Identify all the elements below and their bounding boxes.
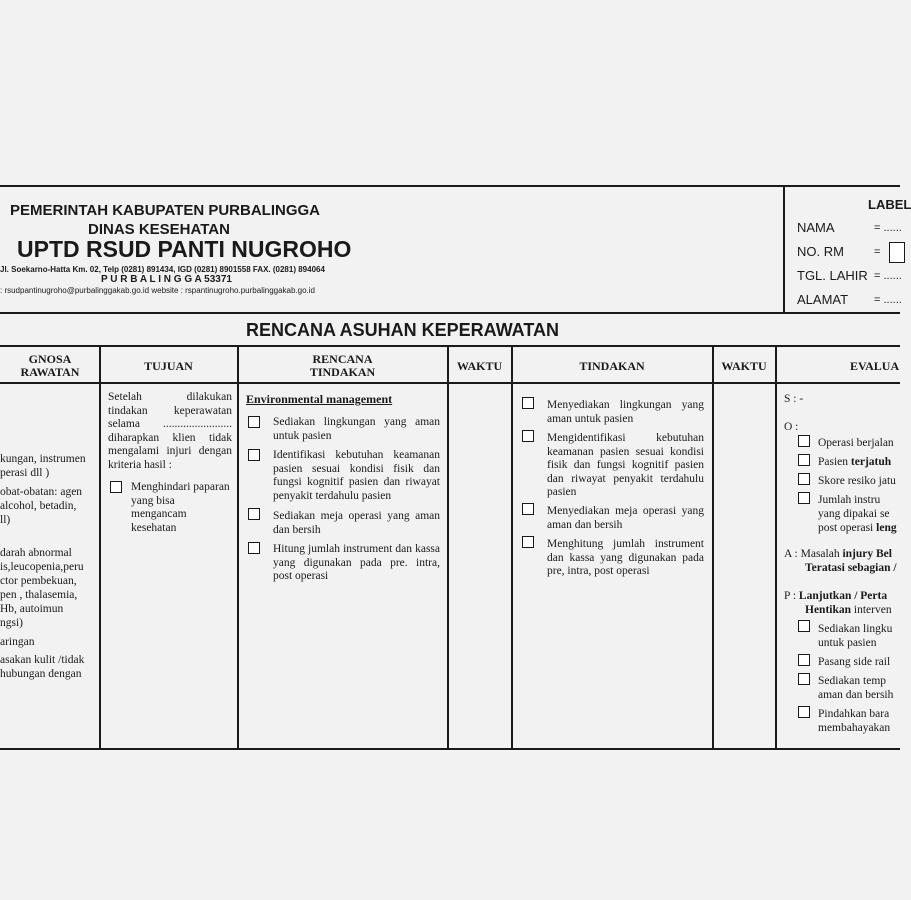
hospital-contact: : rsudpantinugroho@purbalinggakab.go.id website : rspantinugroho.purbalinggakab.go.id bbox=[0, 286, 316, 295]
eval-p-item-1: Sediakan lingku bbox=[818, 623, 893, 635]
diagnosa-line: aringan bbox=[0, 636, 35, 648]
alamat-value[interactable]: = ...... bbox=[874, 294, 902, 306]
eval-o-checkbox-1[interactable] bbox=[798, 435, 810, 447]
label-no-rm: NO. RM bbox=[797, 244, 844, 259]
col-header-evaluasi: EVALUA bbox=[850, 359, 900, 373]
label-tgl-lahir: TGL. LAHIR bbox=[797, 268, 868, 283]
eval-s: S : - bbox=[784, 393, 804, 405]
diagnosa-line: is,leucopenia,peru bbox=[0, 561, 84, 573]
rencana-item-4: Hitung jumlah instrument dan kassa yang digunakan pada pre. intra, post operasi bbox=[273, 543, 440, 582]
eval-p-checkbox-3[interactable] bbox=[798, 673, 810, 685]
rencana-checkbox-2[interactable] bbox=[248, 449, 260, 461]
eval-p-item-4b: membahayakan bbox=[818, 722, 891, 734]
eval-o-item-2-bold: terjatuh bbox=[850, 456, 892, 468]
eval-p-item-1b: untuk pasien bbox=[818, 637, 877, 649]
diagnosa-line: asakan kulit /tidak bbox=[0, 654, 85, 666]
rencana-checkbox-1[interactable] bbox=[248, 416, 260, 428]
tindakan-item-1: Menyediakan lingkungan yang aman untuk pasien bbox=[547, 399, 704, 425]
eval-p-item-3: Sediakan temp bbox=[818, 675, 887, 687]
eval-p-checkbox-1[interactable] bbox=[798, 620, 810, 632]
col-header-rencana bbox=[238, 353, 447, 379]
tindakan-item-3: Menyediakan meja operasi yang aman dan bersih bbox=[547, 505, 704, 531]
eval-o-item-4: Jumlah instru bbox=[818, 494, 881, 506]
eval-o-checkbox-2[interactable] bbox=[798, 454, 810, 466]
tindakan-checkbox-1[interactable] bbox=[522, 397, 534, 409]
col-header-tujuan: TUJUAN bbox=[144, 359, 193, 373]
eval-p-checkbox-4[interactable] bbox=[798, 706, 810, 718]
col-header-diagnosa-line1: GNOSA bbox=[28, 352, 72, 366]
eval-p-hentikan: Hentikan bbox=[805, 604, 852, 616]
eval-p-rest: interven bbox=[851, 604, 892, 616]
eval-o-item-2 bbox=[818, 456, 891, 470]
diagnosa-line: ctor pembekuan, bbox=[0, 575, 77, 587]
no-rm-sep: = bbox=[874, 246, 881, 258]
label-title: LABEL bbox=[868, 197, 911, 212]
diagnosa-line: ngsi) bbox=[0, 617, 23, 629]
eval-o-item-2-text: Pasien bbox=[818, 456, 849, 468]
col-line-4 bbox=[511, 345, 513, 749]
eval-o-item-3: Skore resiko jatu bbox=[818, 475, 896, 487]
col-header-waktu-2: WAKTU bbox=[721, 359, 767, 373]
eval-o-item-5: yang dipakai se bbox=[818, 508, 890, 520]
eval-p-bold: Lanjutkan / Perta bbox=[798, 590, 888, 602]
eval-p-checkbox-2[interactable] bbox=[798, 654, 810, 666]
diagnosa-line: kungan, instrumen bbox=[0, 453, 86, 465]
tindakan-checkbox-4[interactable] bbox=[522, 536, 534, 548]
table-bottom-border bbox=[0, 748, 900, 750]
column-header-divider bbox=[0, 382, 900, 384]
col-header-rencana-line2: TINDAKAN bbox=[309, 365, 376, 379]
tgl-lahir-value[interactable]: = ...... bbox=[874, 270, 902, 282]
label-nama: NAMA bbox=[797, 220, 835, 235]
rencana-checkbox-4[interactable] bbox=[248, 542, 260, 554]
label-box-divider bbox=[783, 185, 785, 313]
eval-p-item-4: Pindahkan bara bbox=[818, 708, 890, 720]
col-line-1 bbox=[99, 345, 101, 749]
eval-a bbox=[784, 548, 892, 562]
eval-o-item-1: Operasi berjalan bbox=[818, 437, 894, 449]
eval-o-checkbox-3[interactable] bbox=[798, 473, 810, 485]
col-header-tindakan: TINDAKAN bbox=[579, 359, 645, 373]
hospital-address: Jl. Soekarno-Hatta Km. 02, Telp (0281) 891434, IGD (0281) 8901558 FAX. (0281) 894064 bbox=[0, 265, 325, 274]
eval-o-item-6 bbox=[818, 522, 897, 536]
eval-p-item-3b: aman dan bersih bbox=[818, 689, 894, 701]
diagnosa-line: perasi dll ) bbox=[0, 467, 50, 479]
col-header-rencana-line1: RENCANA bbox=[312, 352, 373, 366]
eval-p-prefix: P : bbox=[784, 590, 799, 602]
eval-p-item-2: Pasang side rail bbox=[818, 656, 891, 668]
col-line-5 bbox=[712, 345, 714, 749]
rencana-heading: Environmental management bbox=[246, 392, 393, 406]
hospital-name: UPTD RSUD PANTI NUGROHO bbox=[17, 236, 352, 262]
tindakan-item-4: Menghitung jumlah instrument dan kassa yang digunakan pada pre, intra, post operasi bbox=[547, 538, 704, 577]
diagnosa-line: Hb, autoimun bbox=[0, 603, 64, 615]
eval-a-status: Teratasi sebagian / bbox=[805, 562, 897, 574]
diagnosa-line: darah abnormal bbox=[0, 547, 72, 559]
rencana-item-3: Sediakan meja operasi yang aman dan bersih bbox=[273, 510, 440, 536]
tindakan-checkbox-3[interactable] bbox=[522, 503, 534, 515]
diagnosa-cell bbox=[0, 382, 99, 748]
col-line-3 bbox=[447, 345, 449, 749]
form-title: RENCANA ASUHAN KEPERAWATAN bbox=[246, 320, 560, 340]
eval-a-prefix: A : Masalah bbox=[784, 548, 843, 560]
eval-o-checkbox-4[interactable] bbox=[798, 492, 810, 504]
tujuan-intro: Setelah dilakukan tindakan keperawatan selama ........................ diharapkan klien tidak mengalami injuri dengan kriteria hasil : bbox=[108, 391, 232, 471]
table-top-border bbox=[0, 345, 900, 347]
col-header-waktu-1: WAKTU bbox=[456, 359, 503, 373]
rencana-item-1: Sediakan lingkungan yang aman untuk pasien bbox=[273, 416, 440, 442]
eval-p bbox=[784, 590, 887, 604]
tujuan-criteria-text: Menghindari paparan yang bisa mengancam kesehatan bbox=[131, 481, 230, 534]
nama-value[interactable]: = ...... bbox=[874, 222, 902, 234]
label-alamat: ALAMAT bbox=[797, 292, 849, 307]
eval-o: O : bbox=[784, 421, 799, 433]
gov-name: PEMERINTAH KABUPATEN PURBALINGGA bbox=[10, 202, 320, 219]
eval-p-line2 bbox=[805, 604, 892, 618]
eval-o-item-6-text: post operasi bbox=[818, 522, 877, 534]
diagnosa-line: hubungan dengan bbox=[0, 668, 82, 680]
col-header-diagnosa-line2: RAWATAN bbox=[20, 365, 80, 379]
diagnosa-line: pen , thalasemia, bbox=[0, 589, 78, 601]
no-rm-box[interactable] bbox=[889, 242, 905, 263]
header-divider bbox=[0, 312, 900, 314]
col-line-2 bbox=[237, 345, 239, 749]
rencana-checkbox-3[interactable] bbox=[248, 508, 260, 520]
nursing-care-plan-form bbox=[0, 185, 911, 750]
col-header-diagnosa bbox=[5, 353, 95, 379]
eval-o-item-6-bold: leng bbox=[876, 522, 897, 534]
tujuan-criteria-checkbox[interactable] bbox=[110, 481, 122, 493]
dept-name: DINAS KESEHATAN bbox=[88, 221, 230, 238]
diagnosa-line: alcohol, betadin, bbox=[0, 500, 77, 512]
evaluasi-cell bbox=[776, 383, 900, 748]
diagnosa-line: obat-obatan: agen bbox=[0, 486, 83, 498]
tindakan-item-2: Mengidentifikasi kebutuhan keamanan pasien sesuai kondisi fisik dan fungsi kognitif pasien dan riwayat penyakit terdahulu pasien bbox=[547, 432, 704, 498]
rencana-item-2: Identifikasi kebutuhan keamanan pasien sesuai kondisi fisik dan fungsi kognitif pasien dan riwayat penyakit terdahulu pasien bbox=[273, 449, 440, 502]
tindakan-checkbox-2[interactable] bbox=[522, 430, 534, 442]
diagnosa-line: ll) bbox=[0, 514, 11, 526]
hospital-city: P U R B A L I N G G A 53371 bbox=[101, 274, 232, 285]
eval-a-bold: injury Bel bbox=[842, 548, 892, 560]
top-border bbox=[0, 185, 900, 187]
